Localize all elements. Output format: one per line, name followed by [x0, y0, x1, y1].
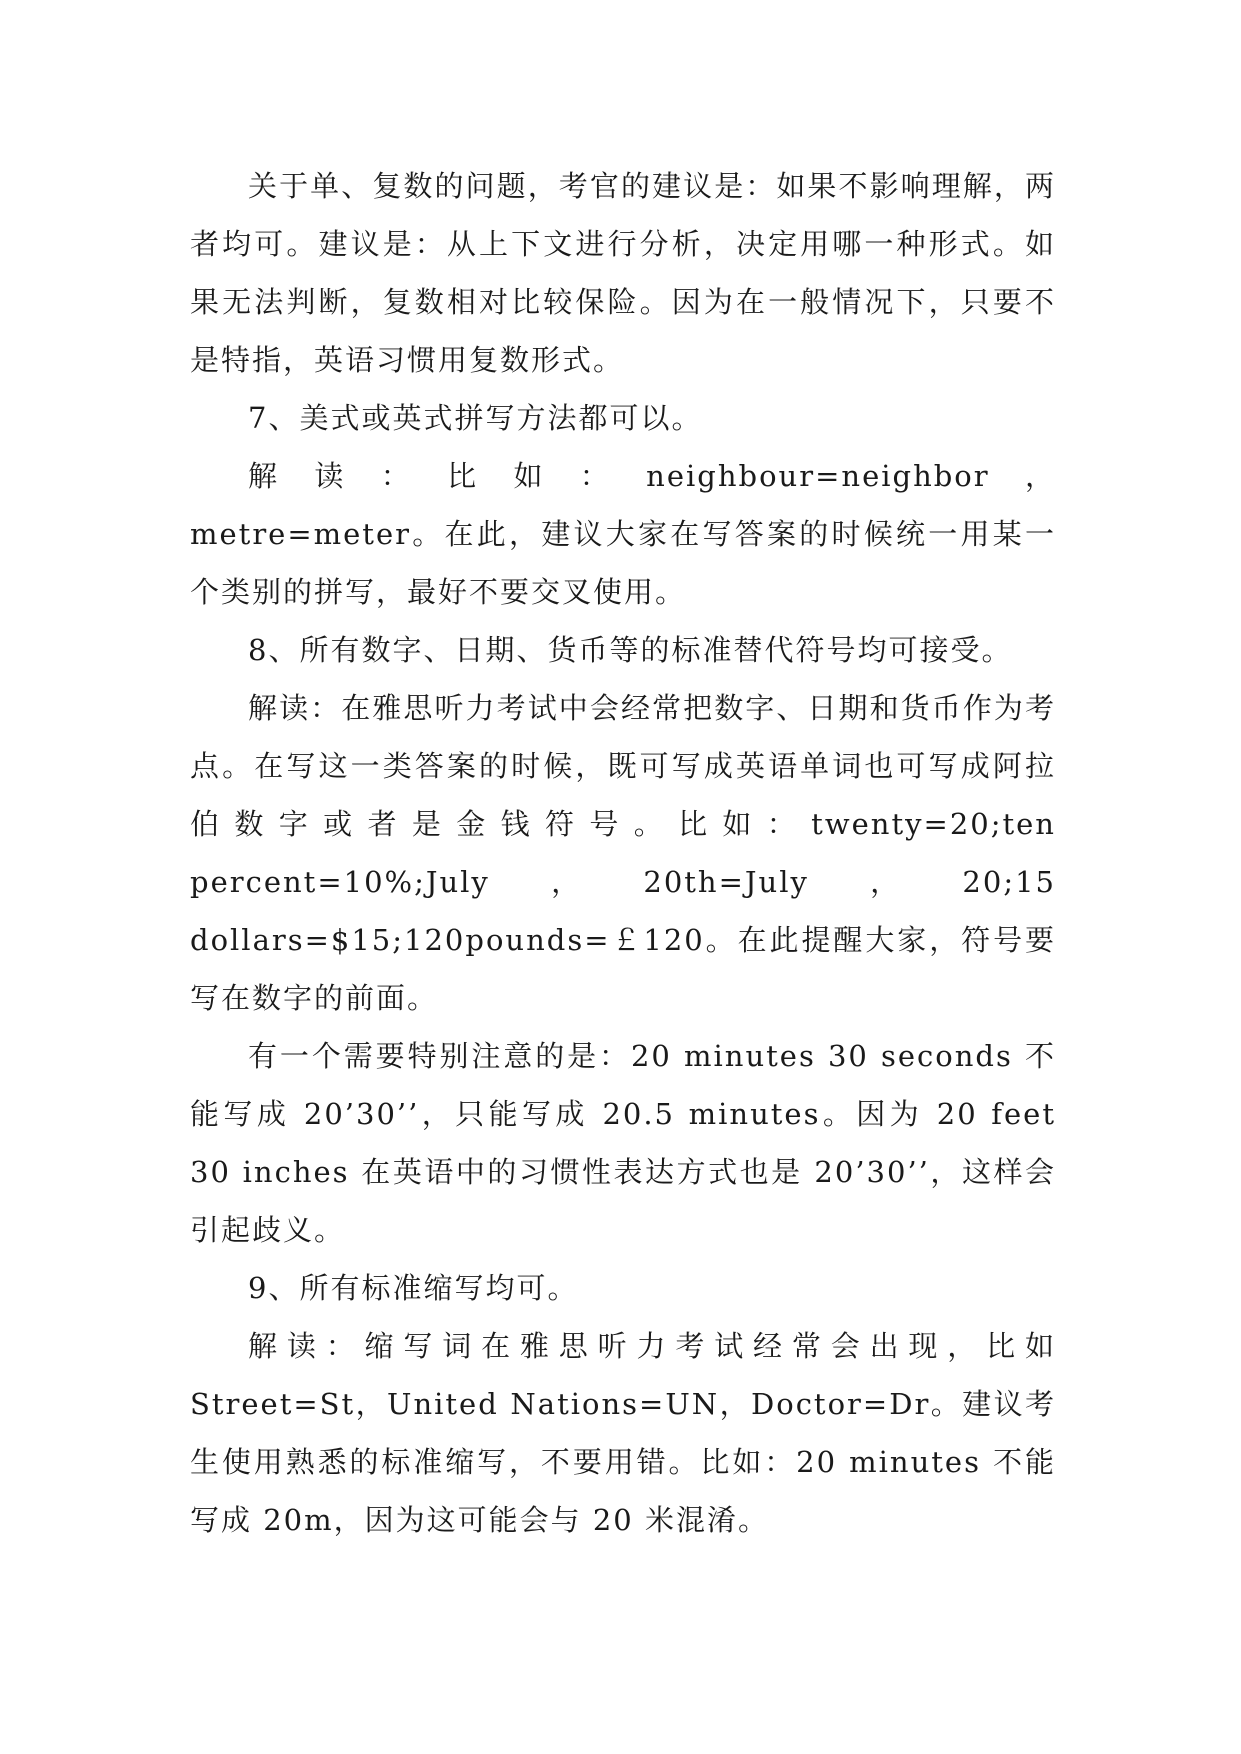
- paragraph-rule-9: 9、所有标准缩写均可。: [248, 1271, 579, 1305]
- paragraph-rule-7-explanation: 解读：比如：neighbour=neighbor，metre=meter。在此，建议大家在写答案的时候统一用某一个类别的拼写，最好不要交叉使用。: [190, 459, 1056, 609]
- document-body: [190, 157, 1056, 1549]
- paragraph-rule-8-explanation: 解读：在雅思听力考试中会经常把数字、日期和货币作为考点。在写这一类答案的时候，既可写成英语单词也可写成阿拉伯数字或者是金钱符号。比如：twenty=20;ten percent=10%;July，20th=July，20;15 dollars=$15;120pounds=￡120。在此提醒大家，符号要写在数字的前面。: [190, 691, 1056, 1015]
- paragraph-rule-8: 8、所有数字、日期、货币等的标准替代符号均可接受。: [248, 633, 1013, 667]
- paragraph-singular-plural: 关于单、复数的问题，考官的建议是：如果不影响理解，两者均可。建议是：从上下文进行分析，决定用哪一种形式。如果无法判断，复数相对比较保险。因为在一般情况下，只要不是特指，英语习惯用复数形式。: [190, 169, 1056, 377]
- paragraph-rule-8-note: 有一个需要特别注意的是：20 minutes 30 seconds 不能写成 20’30’’，只能写成 20.5 minutes。因为 20 feet 30 inches 在英语中的习惯性表达方式也是 20’30’’，这样会引起歧义。: [190, 1039, 1056, 1247]
- paragraph-rule-9-explanation: 解读：缩写词在雅思听力考试经常会出现，比如 Street=St，United Nations=UN，Doctor=Dr。建议考生使用熟悉的标准缩写，不要用错。比如：20 minutes 不能写成 20m，因为这可能会与 20 米混淆。: [190, 1329, 1056, 1537]
- paragraph-rule-7: 7、美式或英式拼写方法都可以。: [248, 401, 703, 435]
